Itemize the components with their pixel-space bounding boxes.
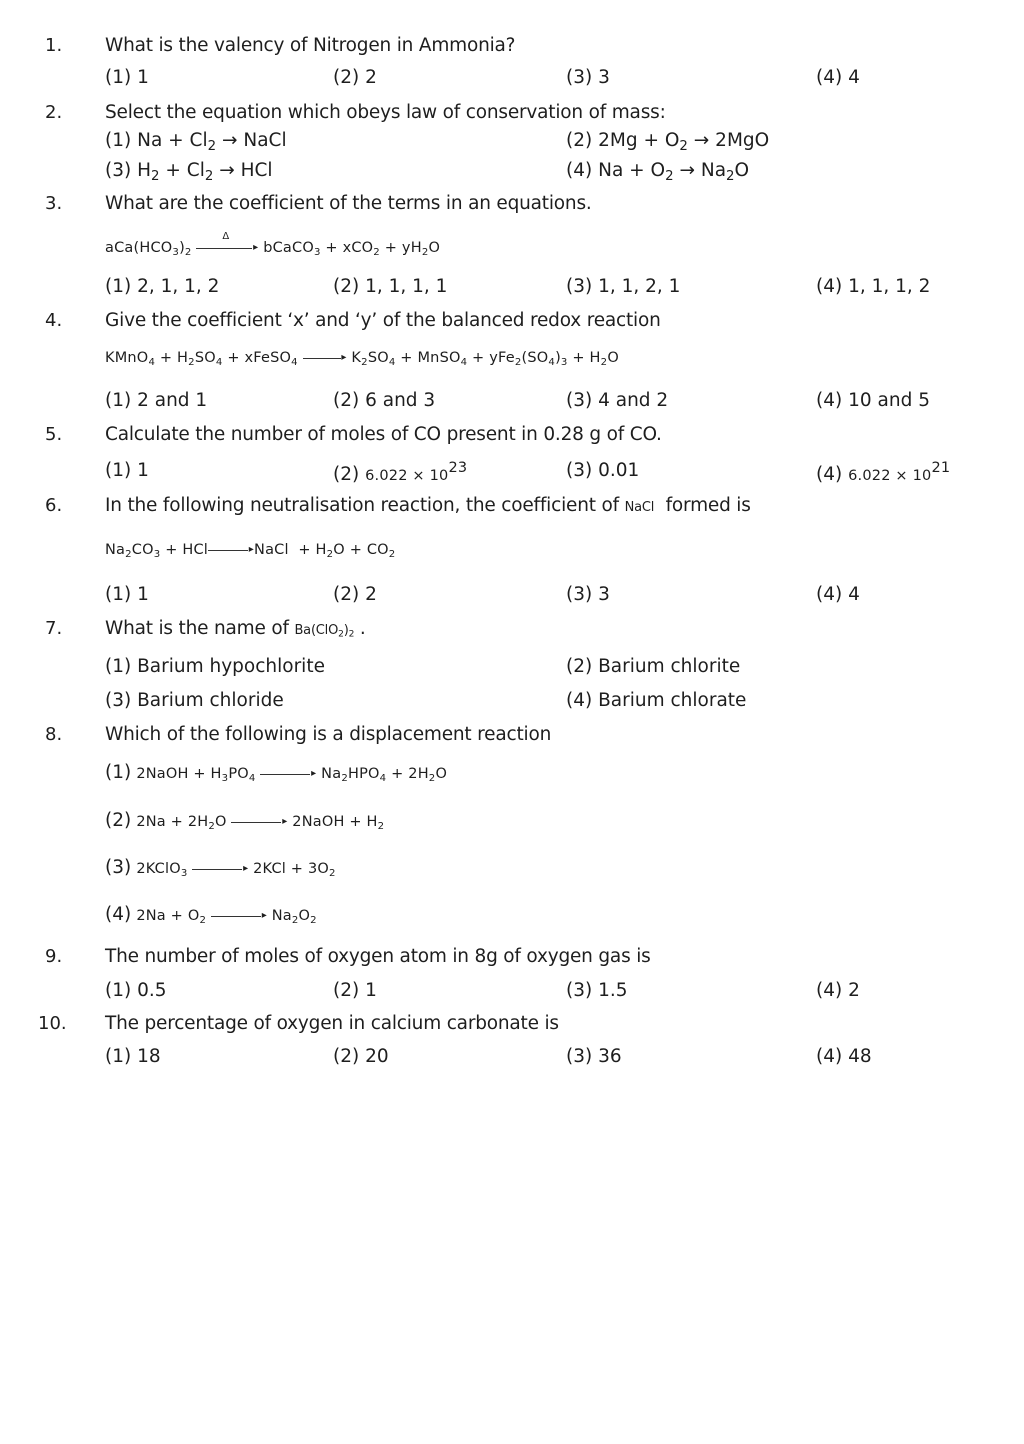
option[interactable]: (4) 2 [816, 980, 860, 1001]
question-text: Select the equation which obeys law of conservation of mass: [105, 102, 666, 123]
question-text: In the following neutralisation reaction, the coefficient of NaCl formed is [105, 495, 751, 516]
question-text: The number of moles of oxygen atom in 8g of oxygen gas is [105, 946, 651, 967]
option[interactable]: (4) 4 [816, 67, 860, 88]
question-number: 2. [45, 102, 63, 123]
option[interactable]: (2) 2 [333, 584, 377, 605]
question-text: The percentage of oxygen in calcium carbonate is [105, 1013, 559, 1034]
option[interactable]: (3) 2KClO$_3$ ▸ $2KCl + 3O_2$ [105, 857, 336, 880]
option[interactable]: (2) 20 [333, 1046, 389, 1067]
question-number: 1. [45, 35, 63, 56]
option[interactable]: (4) 4 [816, 584, 860, 605]
option[interactable]: (2) 1 [333, 980, 377, 1001]
question-text: What is the name of $Ba(ClO_2)_2$ . [105, 618, 366, 640]
question-text: What is the valency of Nitrogen in Ammonia? [105, 35, 516, 56]
option[interactable]: (3) Barium chloride [105, 690, 284, 711]
option[interactable]: (3) 36 [566, 1046, 622, 1067]
option[interactable]: (3) 3 [566, 67, 610, 88]
delta-symbol: Δ [222, 231, 230, 242]
option[interactable]: (3) 0.01 [566, 460, 640, 481]
option[interactable]: (2) $2Na + 2H_2O$ ▸ 2NaOH + $H_2$ [105, 810, 385, 833]
option[interactable]: (3) 4 and 2 [566, 390, 669, 411]
option[interactable]: (1) 0.5 [105, 980, 167, 1001]
question-number: 5. [45, 424, 63, 445]
option[interactable]: (1) 1 [105, 584, 149, 605]
option[interactable]: (2) $6.022 \times 10^{23}$ [333, 460, 468, 485]
question-number: 6. [45, 495, 63, 516]
option[interactable]: (1) 2NaOH + $H_3PO_4$ ▸ $Na_2HPO_4 + 2H_2O$ [105, 762, 448, 785]
question-number: 4. [45, 310, 63, 331]
chemical-equation: $Na_2CO_3$ + HCl ▸ NaCl + $H_2O + CO_2$ [105, 542, 396, 561]
question-number: 8. [45, 724, 63, 745]
option[interactable]: (2) Barium chlorite [566, 656, 741, 677]
option[interactable]: (1) 1 [105, 67, 149, 88]
option[interactable]: (1) 2 and 1 [105, 390, 208, 411]
option[interactable]: (3) 1, 1, 2, 1 [566, 276, 681, 297]
question-number: 7. [45, 618, 63, 639]
option[interactable]: (4) $2Na + O_2$ ▸ $Na_2O_2$ [105, 904, 317, 927]
option[interactable]: (1) 18 [105, 1046, 161, 1067]
option[interactable]: (2) 6 and 3 [333, 390, 436, 411]
option[interactable]: (3) 1.5 [566, 980, 628, 1001]
option[interactable]: (2) $2Mg + O_2 \to 2MgO$ [566, 130, 770, 154]
question-number: 3. [45, 193, 63, 214]
option[interactable]: (2) 2 [333, 67, 377, 88]
question-text: What are the coefficient of the terms in an equations. [105, 193, 592, 214]
option[interactable]: (1) $Na + Cl_2$ → NaCl [105, 130, 287, 154]
option[interactable]: (4) 48 [816, 1046, 872, 1067]
question-text: Calculate the number of moles of CO present in 0.28 g of CO. [105, 424, 662, 445]
question-text: Which of the following is a displacement reaction [105, 724, 552, 745]
option[interactable]: (4) 10 and 5 [816, 390, 930, 411]
option[interactable]: (1) 2, 1, 1, 2 [105, 276, 220, 297]
option[interactable]: (4) 1, 1, 1, 2 [816, 276, 931, 297]
option[interactable]: (2) 1, 1, 1, 1 [333, 276, 448, 297]
question-text: Give the coefficient ‘x’ and ‘y’ of the balanced redox reaction [105, 310, 661, 331]
chemical-equation: $aCa(HCO_3)_2$ ▸ Δ bCaCO$_3$ + $xCO_2 + yH_2O$ [105, 231, 441, 259]
option[interactable]: (4) $Na + O_2 \to Na_2O$ [566, 160, 750, 184]
option[interactable]: (1) Barium hypochlorite [105, 656, 325, 677]
question-number: 10. [38, 1013, 67, 1034]
option[interactable]: (4) $6.022 \times 10^{21}$ [816, 460, 951, 485]
chemical-equation: KMnO$_4$ + $H_2SO_4$ + xFeSO$_4$ ▸ $K_2SO_4$ + MnSO$_4$ + $yFe_2(SO_4)_3 + H_2O$ [105, 350, 619, 369]
option[interactable]: (3) 3 [566, 584, 610, 605]
option[interactable]: (3) $H_2 + Cl_2$ → HCl [105, 160, 273, 184]
option[interactable]: (1) 1 [105, 460, 149, 481]
question-number: 9. [45, 946, 63, 967]
option[interactable]: (4) Barium chlorate [566, 690, 747, 711]
